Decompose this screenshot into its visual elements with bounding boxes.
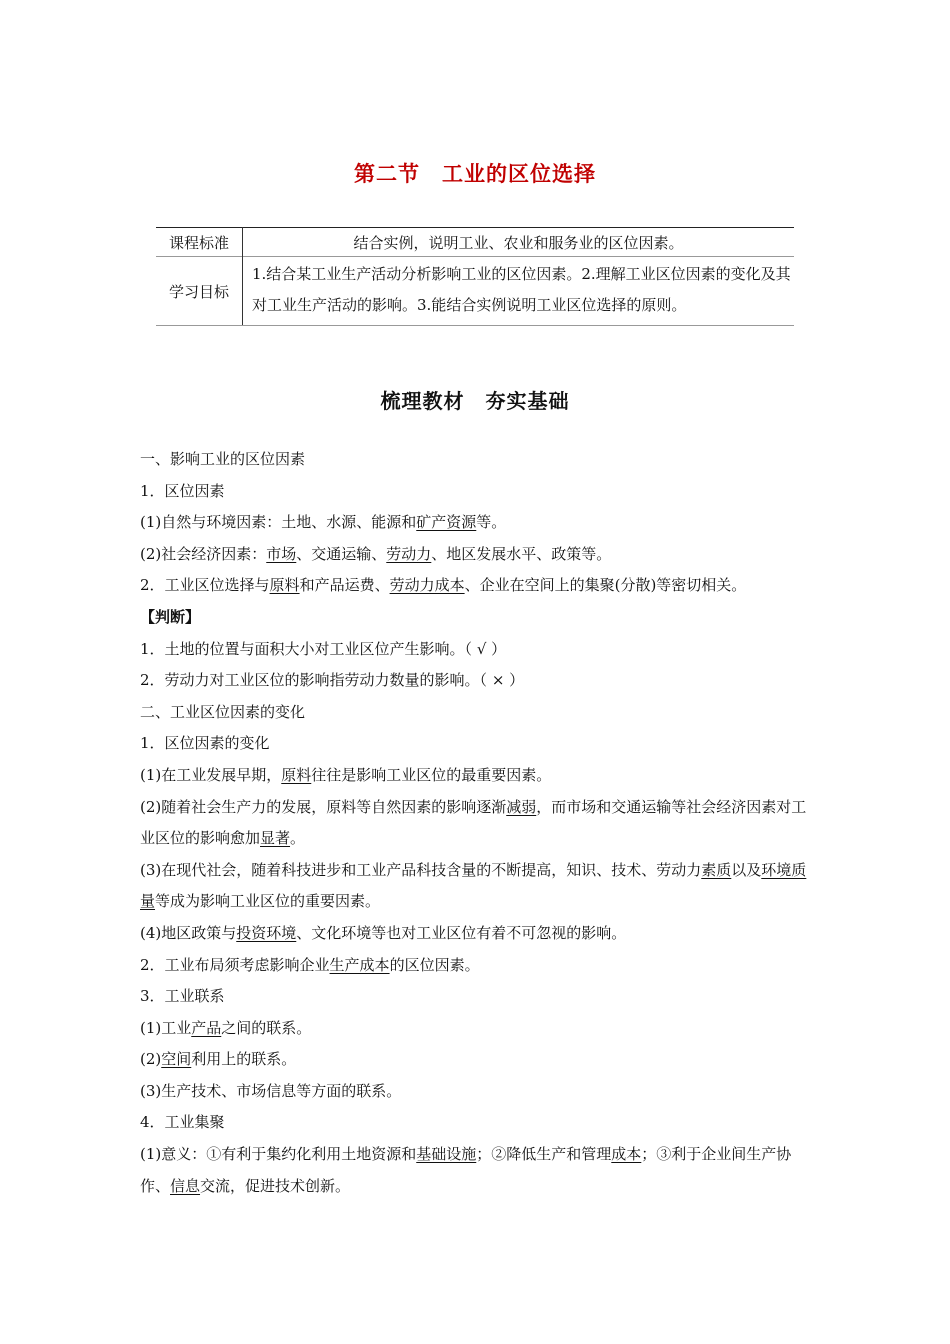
curriculum-standard-content: 结合实例，说明工业、农业和服务业的区位因素。 [243, 228, 795, 257]
item-heading: 4．工业集聚 [140, 1113, 225, 1132]
answer-blank: 矿产资源 [416, 513, 477, 532]
judge-item: 2．劳动力对工业区位的影响指劳动力数量的影响。（ × ） [140, 671, 525, 690]
answer-blank: 原料 [269, 576, 300, 595]
paragraph: (1)自然与环境因素：土地、水源、能源和矿产资源等。 [140, 513, 507, 532]
answer-blank: 减弱 [506, 797, 537, 816]
paragraph: (2)随着社会生产力的发展，原料等自然因素的影响逐渐减弱，而市场和交通运输等社会经济因素对工业区位的影响愈加显著。 [140, 797, 807, 848]
page-title: 第二节 工业的区位选择 [354, 162, 596, 186]
paragraph: (2)空间利用上的联系。 [140, 1050, 297, 1069]
judge-heading: 【判断】 [140, 607, 201, 626]
curriculum-standard-label: 课程标准 [156, 228, 243, 257]
judge-item: 1．土地的位置与面积大小对工业区位产生影响。（ √ ） [140, 639, 507, 658]
answer-blank: 市场 [266, 544, 297, 563]
paragraph: (1)工业产品之间的联系。 [140, 1018, 312, 1037]
heading-1: 一、影响工业的区位因素 [140, 450, 306, 468]
answer-blank: 基础设施 [416, 1145, 477, 1164]
answer-blank: 素质 [701, 860, 732, 879]
answer-blank: 原料 [281, 765, 312, 784]
section-title: 梳理教材 夯实基础 [380, 389, 570, 413]
document-body [140, 444, 816, 1202]
item-heading: 1．区位因素的变化 [140, 734, 270, 753]
answer-blank: 产品 [191, 1018, 222, 1037]
learning-goals-label: 学习目标 [156, 257, 243, 326]
answer-blank: 投资环境 [236, 923, 297, 942]
paragraph: (1)在工业发展早期，原料往往是影响工业区位的最重要因素。 [140, 765, 552, 784]
answer-blank: 成本 [611, 1145, 642, 1164]
table-row [156, 257, 794, 326]
paragraph: (3)在现代社会，随着科技进步和工业产品科技含量的不断提高，知识、技术、劳动力素质以及环境质量等成为影响工业区位的重要因素。 [140, 860, 807, 911]
paragraph: (3)生产技术、市场信息等方面的联系。 [140, 1081, 402, 1100]
item-heading: 1．区位因素 [140, 481, 225, 500]
answer-blank: 生产成本 [329, 955, 390, 974]
answer-blank: 显著 [260, 829, 291, 848]
paragraph: 2．工业布局须考虑影响企业生产成本的区位因素。 [140, 955, 480, 974]
paragraph: (4)地区政策与投资环境、文化环境等也对工业区位有着不可忽视的影响。 [140, 923, 627, 942]
answer-blank: 空间 [161, 1050, 192, 1069]
paragraph: (2)社会经济因素：市场、交通运输、劳动力、地区发展水平、政策等。 [140, 544, 612, 563]
heading-2: 二、工业区位因素的变化 [140, 702, 306, 721]
answer-blank: 劳动力成本 [389, 576, 465, 595]
paragraph: 2．工业区位选择与原料和产品运费、劳动力成本、企业在空间上的集聚(分散)等密切相关。 [140, 576, 747, 595]
item-heading: 3．工业联系 [140, 987, 225, 1006]
answer-blank: 劳动力 [386, 544, 432, 563]
answer-blank: 信息 [170, 1176, 201, 1195]
learning-goals-content: 1.结合某工业生产活动分析影响工业的区位因素。2.理解工业区位因素的变化及其对工业生产活动的影响。3.能结合实例说明工业区位选择的原则。 [243, 257, 795, 326]
table-row [156, 228, 794, 257]
answer-blank: 环境质量 [140, 860, 807, 911]
standards-table [156, 227, 794, 326]
paragraph: (1)意义：①有利于集约化利用土地资源和基础设施；②降低生产和管理成本；③利于企业间生产协作、信息交流，促进技术创新。 [140, 1145, 792, 1195]
